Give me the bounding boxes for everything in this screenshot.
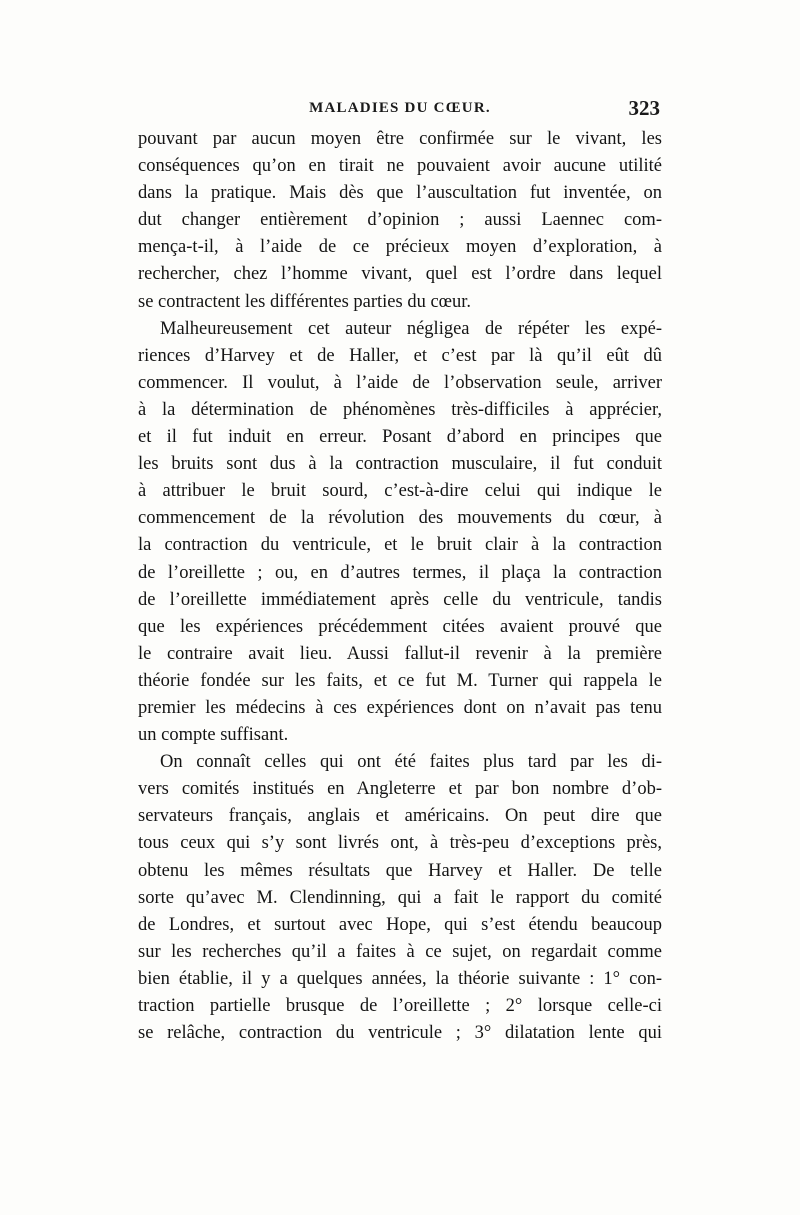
- text-line: et il fut induit en erreur. Posant d’abord en principes que: [138, 427, 662, 448]
- page-number: 323: [628, 96, 660, 120]
- text-line: de Londres, et surtout avec Hope, qui s’est étendu beaucoup: [138, 914, 662, 935]
- text-line: le contraire avait lieu. Aussi fallut-il revenir à la première: [138, 643, 662, 664]
- text-line: les bruits sont dus à la contraction musculaire, il fut conduit: [138, 454, 662, 475]
- text-line: tous ceux qui s’y sont livrés ont, à très-peu d’exceptions près,: [138, 833, 662, 854]
- text-line: mença-t-il, à l’aide de ce précieux moyen d’exploration, à: [138, 237, 662, 258]
- text-line: se relâche, contraction du ventricule ; 3° dilatation lente qui: [138, 1023, 662, 1044]
- running-head: [138, 96, 662, 126]
- text-line: servateurs français, anglais et américains. On peut dire que: [138, 806, 662, 827]
- text-line: que les expériences précédemment citées avaient prouvé que: [138, 616, 662, 637]
- text-line: Malheureusement cet auteur négligea de répéter les expé-: [160, 318, 662, 339]
- text-line: théorie fondée sur les faits, et ce fut M. Turner qui rappela le: [138, 670, 662, 691]
- text-line: vers comités institués en Angleterre et par bon nombre d’ob-: [138, 779, 662, 800]
- text-line: dut changer entièrement d’opinion ; aussi Laennec com-: [138, 210, 662, 231]
- text-line: à la détermination de phénomènes très-difficiles à apprécier,: [138, 399, 662, 420]
- text-line: sorte qu’avec M. Clendinning, qui a fait le rapport du comité: [138, 887, 662, 908]
- text-line: sur les recherches qu’il a faites à ce sujet, on regardait comme: [138, 941, 662, 962]
- text-line: de l’oreillette immédiatement après celle du ventricule, tandis: [138, 589, 662, 610]
- text-line: commencement de la révolution des mouvements du cœur, à: [138, 508, 662, 529]
- text-line: riences d’Harvey et de Haller, et c’est par là qu’il eût dû: [138, 345, 662, 366]
- text-line: conséquences qu’on en tirait ne pouvaient avoir aucune utilité: [138, 156, 662, 177]
- body-text: [138, 126, 662, 1047]
- text-line: rechercher, chez l’homme vivant, quel est l’ordre dans lequel: [138, 264, 662, 285]
- text-line: la contraction du ventricule, et le bruit clair à la contraction: [138, 535, 662, 556]
- running-title: MALADIES DU CŒUR.: [309, 100, 491, 116]
- text-line: se contractent les différentes parties du cœur.: [138, 291, 472, 312]
- text-line: traction partielle brusque de l’oreillette ; 2° lorsque celle-ci: [138, 996, 662, 1016]
- text-line: bien établie, il y a quelques années, la théorie suivante : 1° con-: [138, 968, 662, 989]
- text-line: dans la pratique. Mais dès que l’auscultation fut inventée, on: [138, 183, 662, 204]
- text-line: pouvant par aucun moyen être confirmée sur le vivant, les: [138, 129, 662, 149]
- text-line: premier les médecins à ces expériences dont on n’avait pas tenu: [138, 697, 662, 718]
- text-line: de l’oreillette ; ou, en d’autres termes, il plaça la contraction: [138, 562, 662, 583]
- text-line: à attribuer le bruit sourd, c’est-à-dire celui qui indique le: [138, 481, 662, 502]
- text-line: un compte suffisant.: [138, 725, 289, 746]
- text-line: obtenu les mêmes résultats que Harvey et Haller. De telle: [138, 860, 662, 881]
- text-line: On connaît celles qui ont été faites plus tard par les di-: [160, 752, 662, 773]
- text-line: commencer. Il voulut, à l’aide de l’observation seule, arriver: [138, 372, 662, 393]
